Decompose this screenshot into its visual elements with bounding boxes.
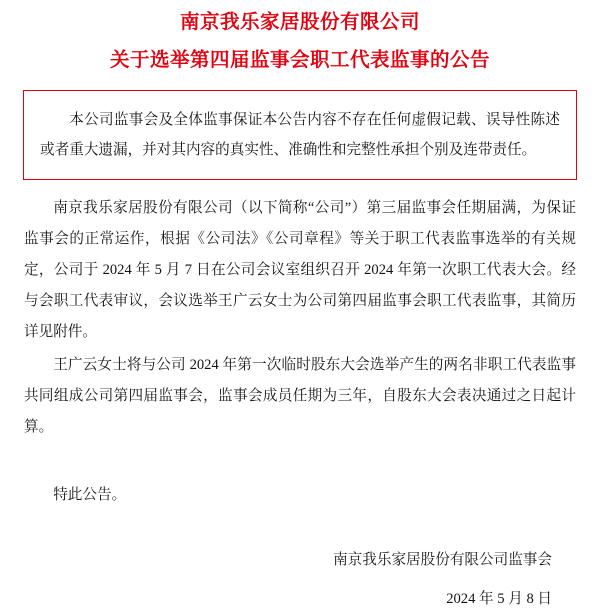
document-body: [22, 193, 578, 443]
page-title-line-2: 关于选举第四届监事会职工代表监事的公告: [109, 50, 490, 71]
body-paragraph-1: 南京我乐家居股份有限公司（以下简称“公司”）第三届监事会任期届满，为保证监事会的正常运作，根据《公司法》《公司章程》等关于职工代表监事选举的有关规定，公司于 2024 年 5 月 7 日在公司会议室组织召开 2024 年第一次职工代表大会。经与会职工代表审议，会议选举王广云女士为公司第四届监事会职工代表监事，其简历详见附件。: [24, 200, 576, 340]
signature-block: [22, 545, 578, 615]
body-paragraph-2: 王广云女士将与公司 2024 年第一次临时股东大会选举产生的两名非职工代表监事共同组成公司第四届监事会，监事会成员任期为三年，自股东大会表决通过之日起计算。: [24, 357, 576, 435]
closing-block: [22, 480, 578, 511]
document-title-block: [22, 0, 578, 76]
body-spacer: [22, 445, 578, 478]
closing-text: 特此公告。: [53, 487, 127, 503]
signature-entity: 南京我乐家居股份有限公司监事会: [333, 552, 552, 568]
signature-date: 2024 年 5 月 8 日: [446, 591, 552, 607]
page-title-line-1: 南京我乐家居股份有限公司: [179, 12, 420, 33]
disclaimer-text: 本公司监事会及全体监事保证本公告内容不存在任何虚假记载、误导性陈述或者重大遗漏，并对其内容的真实性、准确性和完整性承担个别及连带责任。: [40, 112, 560, 158]
disclaimer-box: [23, 90, 577, 180]
